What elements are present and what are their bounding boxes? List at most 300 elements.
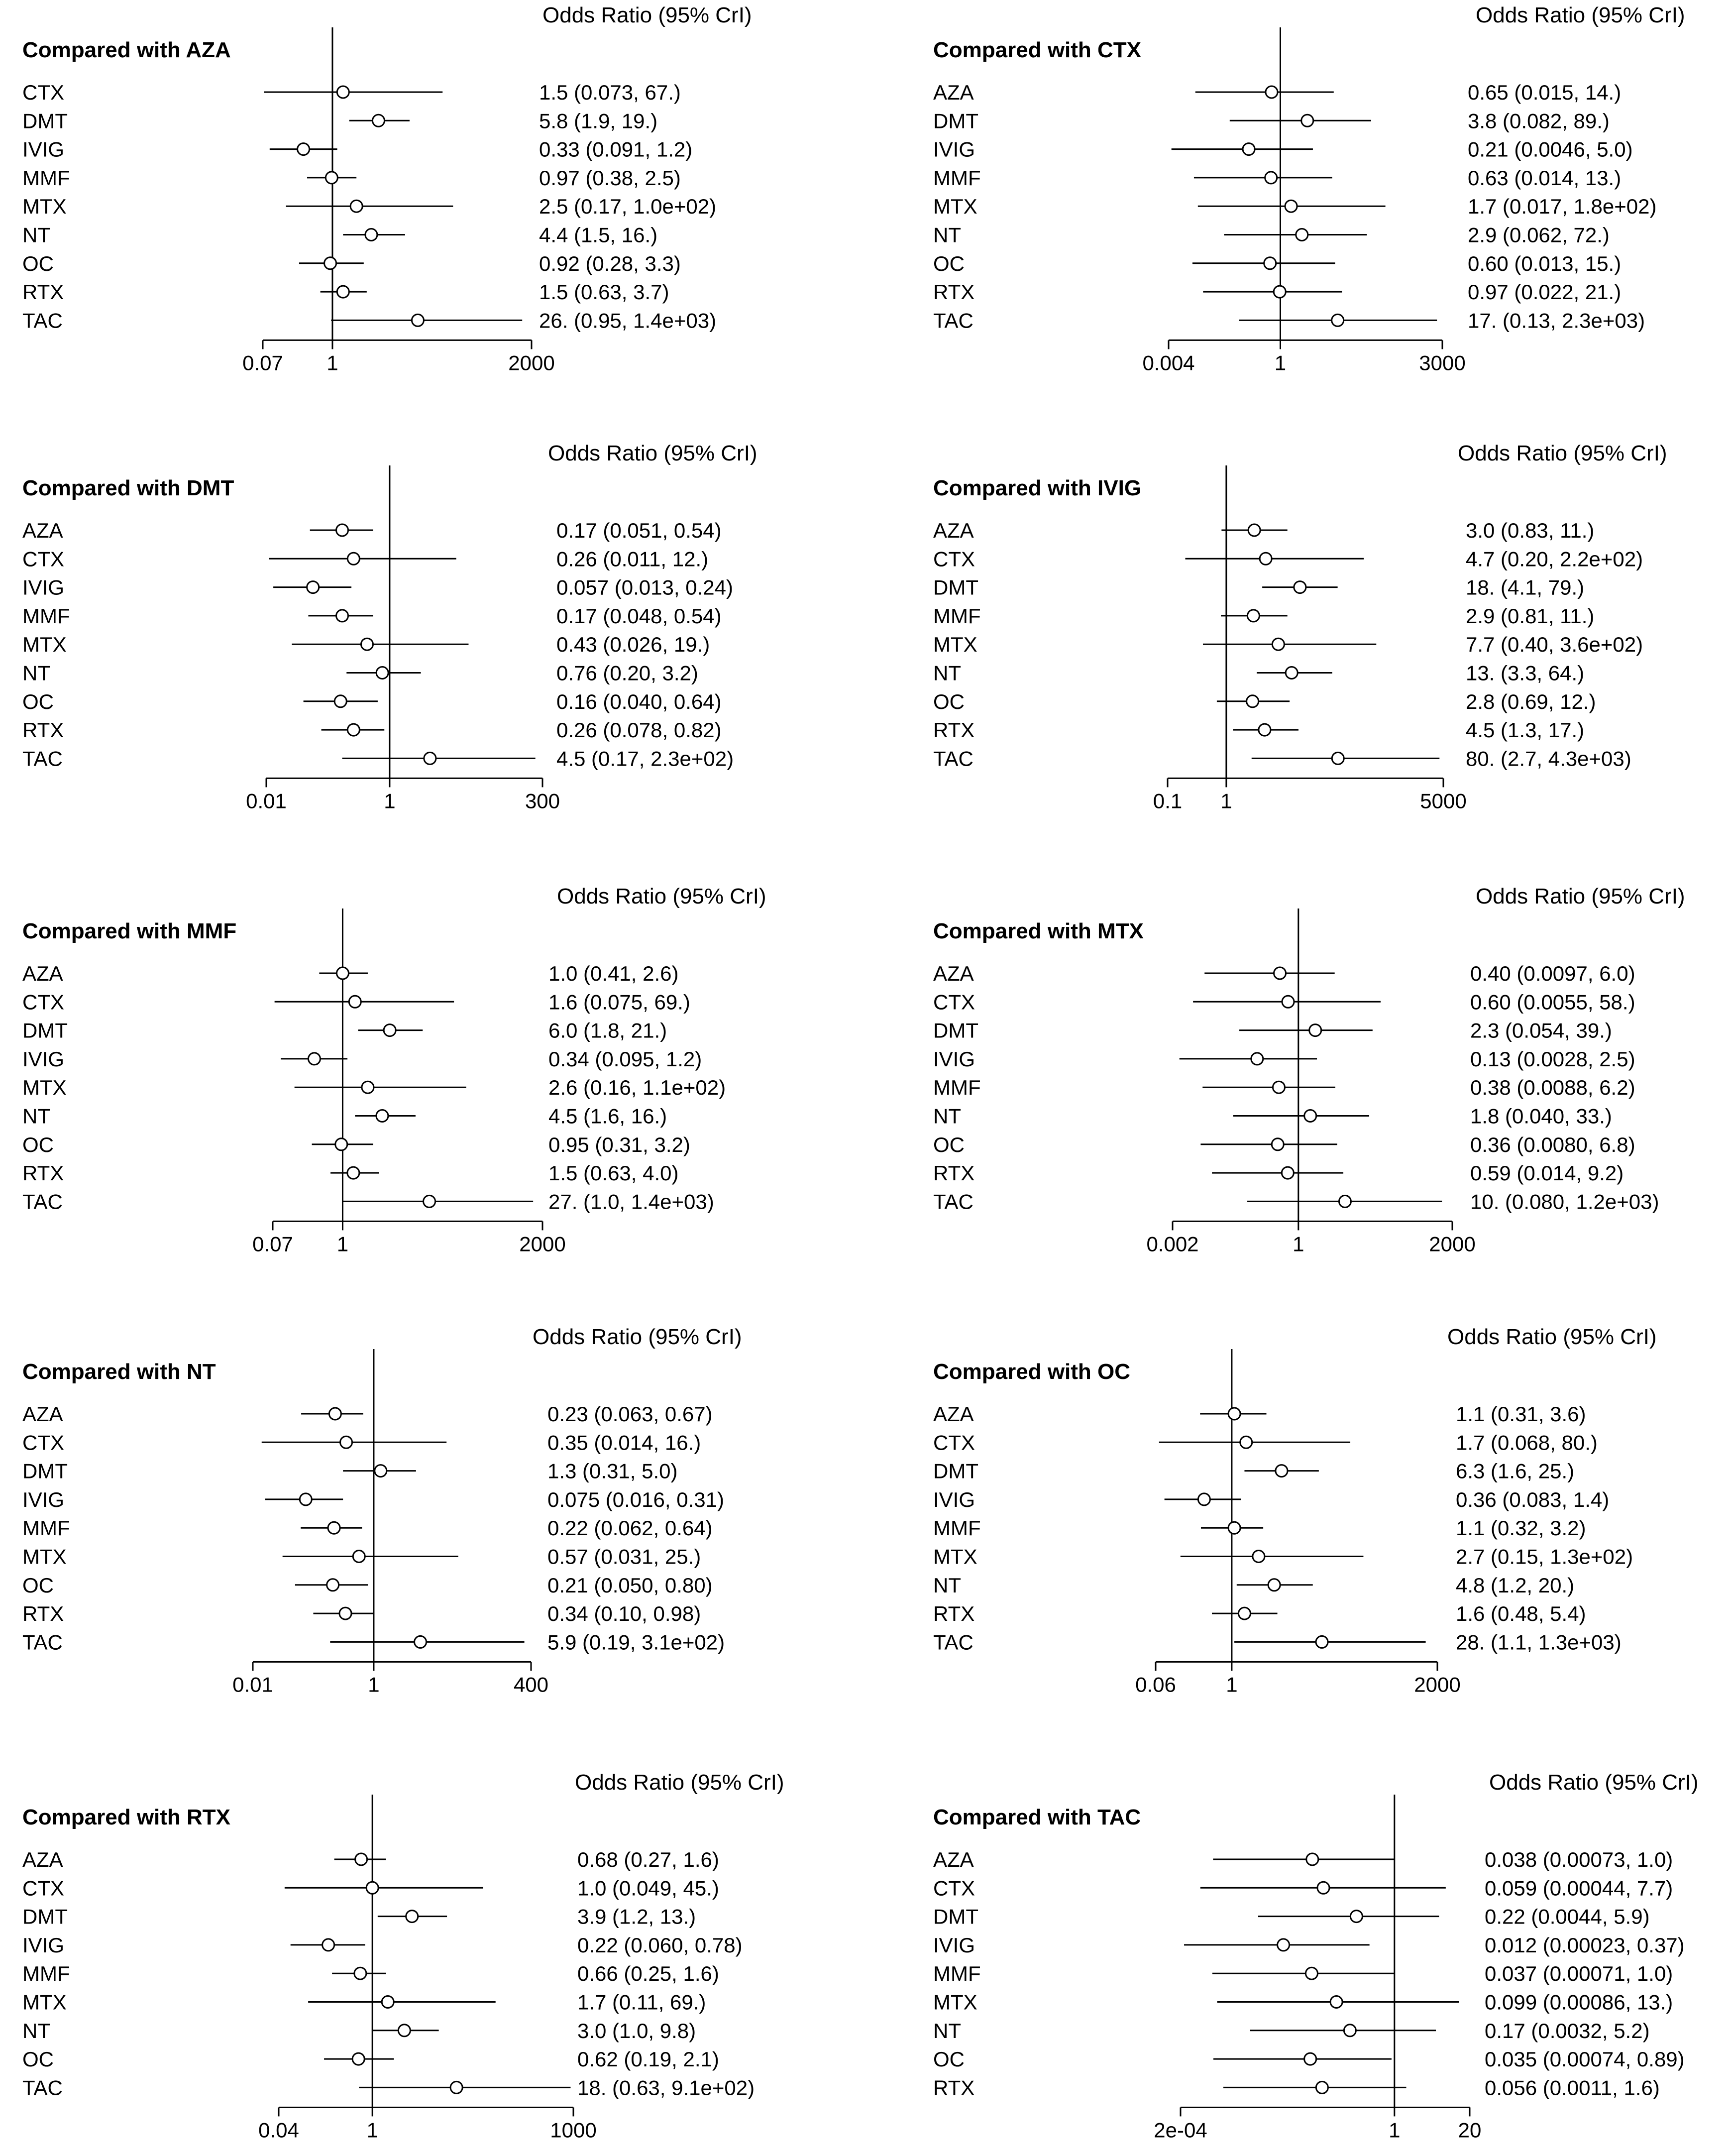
row-label: MTX: [933, 633, 977, 657]
odds-ratio-point: [1304, 2053, 1316, 2065]
panel-title: Compared with MMF: [22, 919, 237, 943]
odds-ratio-value: 0.038 (0.00073, 1.0): [1485, 1848, 1673, 1871]
odds-ratio-point: [1278, 1939, 1290, 1951]
x-tick-label: 400: [513, 1673, 549, 1697]
row-label: MMF: [933, 1516, 981, 1540]
panel-title: Compared with CTX: [933, 38, 1142, 62]
odds-ratio-value: 0.57 (0.031, 25.): [547, 1545, 701, 1569]
row-label: TAC: [933, 1630, 973, 1654]
odds-ratio-value: 1.0 (0.41, 2.6): [548, 962, 679, 985]
panel-title: Compared with DMT: [22, 476, 234, 500]
odds-ratio-point: [1265, 172, 1277, 184]
odds-ratio-value: 2.9 (0.81, 11.): [1466, 604, 1595, 628]
odds-ratio-point: [1285, 200, 1297, 212]
row-label: MTX: [22, 1990, 67, 2014]
row-label: DMT: [933, 1019, 978, 1042]
odds-ratio-value: 5.8 (1.9, 19.): [539, 109, 658, 133]
odds-ratio-value: 0.16 (0.040, 0.64): [556, 689, 722, 713]
odds-ratio-value: 18. (4.1, 79.): [1466, 575, 1585, 599]
row-label: IVIG: [933, 137, 975, 161]
x-tick-label: 0.1: [1153, 789, 1183, 813]
row-label: RTX: [933, 718, 975, 742]
row-label: AZA: [933, 1848, 974, 1871]
panel-title: Compared with IVIG: [933, 476, 1142, 500]
odds-ratio-point: [361, 638, 373, 650]
odds-ratio-point: [1240, 1436, 1252, 1448]
row-label: IVIG: [22, 1487, 65, 1511]
row-label: RTX: [933, 2076, 975, 2100]
odds-ratio-point: [1228, 1522, 1240, 1534]
odds-ratio-value: 2.8 (0.69, 12.): [1466, 689, 1596, 713]
odds-ratio-value: 3.0 (0.83, 11.): [1466, 519, 1595, 542]
odds-ratio-point: [1264, 257, 1276, 269]
row-label: CTX: [933, 1431, 975, 1455]
row-label: DMT: [22, 109, 68, 133]
x-tick-label: 2000: [1429, 1232, 1476, 1256]
row-label: IVIG: [933, 1933, 975, 1957]
x-tick-label: 2000: [519, 1232, 566, 1256]
x-tick-label: 1: [1389, 2118, 1401, 2142]
x-tick-label: 1000: [550, 2118, 597, 2142]
odds-ratio-value: 0.17 (0.048, 0.54): [556, 604, 722, 628]
x-tick-label: 3000: [1419, 351, 1466, 375]
odds-ratio-value: 0.22 (0.062, 0.64): [547, 1516, 713, 1540]
odds-ratio-point: [354, 1967, 366, 1979]
odds-ratio-value: 0.22 (0.0044, 5.9): [1485, 1905, 1650, 1929]
odds-ratio-point: [1339, 1195, 1351, 1207]
x-tick-label: 5000: [1420, 789, 1467, 813]
odds-ratio-point: [1274, 286, 1286, 298]
odds-ratio-point: [328, 1522, 340, 1534]
odds-ratio-value: 0.60 (0.013, 15.): [1468, 251, 1622, 275]
odds-ratio-value: 0.59 (0.014, 9.2): [1470, 1161, 1624, 1185]
odds-ratio-value: 1.5 (0.073, 67.): [539, 81, 681, 104]
odds-ratio-point: [347, 553, 359, 565]
odds-ratio-value: 4.4 (1.5, 16.): [539, 223, 658, 247]
x-tick-label: 2000: [1414, 1673, 1461, 1697]
row-label: MTX: [933, 195, 977, 219]
row-label: IVIG: [22, 1047, 65, 1071]
odds-ratio-value: 0.26 (0.011, 12.): [556, 547, 709, 571]
odds-ratio-point: [339, 1607, 351, 1619]
odds-ratio-point: [1272, 1138, 1284, 1150]
odds-ratio-value: 5.9 (0.19, 3.1e+02): [547, 1630, 725, 1654]
row-label: CTX: [22, 990, 64, 1014]
row-label: DMT: [933, 575, 978, 599]
odds-ratio-value: 1.6 (0.075, 69.): [548, 990, 690, 1014]
x-tick-label: 0.01: [246, 789, 287, 813]
odds-ratio-value: 0.26 (0.078, 0.82): [556, 718, 722, 742]
row-label: NT: [933, 661, 961, 685]
row-label: AZA: [22, 519, 63, 542]
odds-ratio-point: [1260, 553, 1272, 565]
odds-ratio-point: [298, 143, 310, 155]
odds-ratio-point: [349, 996, 361, 1008]
odds-ratio-value: 4.7 (0.20, 2.2e+02): [1466, 547, 1643, 571]
odds-ratio-point: [353, 1551, 365, 1563]
odds-ratio-value: 0.22 (0.060, 0.78): [577, 1933, 743, 1957]
row-label: RTX: [22, 718, 64, 742]
row-label: MMF: [933, 1962, 981, 1986]
odds-ratio-value: 0.059 (0.00044, 7.7): [1485, 1876, 1673, 1900]
row-label: TAC: [22, 1630, 63, 1654]
row-label: NT: [933, 1573, 961, 1597]
odds-ratio-point: [1253, 1551, 1265, 1563]
panel-title: Compared with TAC: [933, 1805, 1141, 1829]
x-tick-label: 1: [1293, 1232, 1304, 1256]
odds-ratio-point: [362, 1081, 374, 1093]
row-label: DMT: [22, 1459, 68, 1483]
row-label: AZA: [933, 81, 974, 104]
odds-ratio-point: [1247, 695, 1259, 707]
row-label: TAC: [933, 747, 973, 771]
odds-ratio-value: 26. (0.95, 1.4e+03): [539, 309, 717, 333]
odds-ratio-value: 0.66 (0.25, 1.6): [577, 1962, 719, 1986]
odds-ratio-header: Odds Ratio (95% CrI): [1476, 3, 1685, 27]
odds-ratio-value: 4.5 (1.6, 16.): [548, 1104, 667, 1128]
row-label: CTX: [933, 547, 975, 571]
odds-ratio-value: 10. (0.080, 1.2e+03): [1470, 1190, 1659, 1214]
odds-ratio-value: 0.68 (0.27, 1.6): [577, 1848, 719, 1871]
odds-ratio-value: 0.057 (0.013, 0.24): [556, 575, 733, 599]
row-label: RTX: [22, 1602, 64, 1626]
odds-ratio-point: [337, 286, 349, 298]
odds-ratio-point: [347, 1167, 359, 1179]
odds-ratio-value: 0.76 (0.20, 3.2): [556, 661, 698, 685]
odds-ratio-value: 0.65 (0.015, 14.): [1468, 81, 1622, 104]
odds-ratio-point: [1273, 1081, 1285, 1093]
odds-ratio-point: [375, 1465, 387, 1477]
panel-title: Compared with RTX: [22, 1805, 231, 1829]
x-tick-label: 0.07: [252, 1232, 293, 1256]
odds-ratio-value: 0.035 (0.00074, 0.89): [1485, 2047, 1685, 2071]
odds-ratio-point: [1317, 1882, 1329, 1894]
row-label: RTX: [933, 280, 975, 304]
row-label: MMF: [22, 1962, 70, 1986]
odds-ratio-point: [1259, 724, 1271, 736]
row-label: CTX: [22, 81, 64, 104]
odds-ratio-value: 3.8 (0.082, 89.): [1468, 109, 1610, 133]
row-label: IVIG: [22, 1933, 65, 1957]
odds-ratio-point: [366, 1882, 378, 1894]
odds-ratio-point: [415, 1636, 427, 1648]
odds-ratio-header: Odds Ratio (95% CrI): [575, 1770, 784, 1795]
row-label: MMF: [933, 604, 981, 628]
x-tick-label: 2e-04: [1154, 2118, 1207, 2142]
panel-title: Compared with AZA: [22, 38, 231, 62]
row-label: OC: [933, 689, 965, 713]
x-tick-label: 300: [525, 789, 560, 813]
odds-ratio-point: [300, 1493, 312, 1505]
odds-ratio-value: 0.38 (0.0088, 6.2): [1470, 1076, 1635, 1100]
odds-ratio-value: 0.34 (0.095, 1.2): [548, 1047, 702, 1071]
row-label: DMT: [22, 1905, 68, 1929]
odds-ratio-value: 13. (3.3, 64.): [1466, 661, 1585, 685]
odds-ratio-value: 0.17 (0.0032, 5.2): [1485, 2019, 1650, 2043]
odds-ratio-point: [327, 1579, 339, 1591]
row-label: NT: [22, 2019, 50, 2043]
row-label: MTX: [22, 1076, 67, 1100]
row-label: MMF: [933, 1076, 981, 1100]
row-label: DMT: [933, 109, 978, 133]
row-label: OC: [22, 1133, 54, 1156]
row-label: CTX: [22, 547, 64, 571]
odds-ratio-value: 1.0 (0.049, 45.): [577, 1876, 719, 1900]
row-label: MTX: [22, 195, 67, 219]
odds-ratio-value: 1.3 (0.31, 5.0): [547, 1459, 678, 1483]
odds-ratio-point: [308, 1053, 320, 1065]
odds-ratio-value: 1.5 (0.63, 3.7): [539, 280, 669, 304]
odds-ratio-value: 0.23 (0.063, 0.67): [547, 1402, 713, 1426]
row-label: DMT: [22, 1019, 68, 1042]
odds-ratio-point: [1344, 2025, 1356, 2037]
odds-ratio-header: Odds Ratio (95% CrI): [557, 884, 766, 908]
row-label: DMT: [933, 1459, 978, 1483]
row-label: NT: [22, 223, 50, 247]
row-label: NT: [22, 1104, 50, 1128]
row-label: NT: [933, 1104, 961, 1128]
panel-title: Compared with NT: [22, 1360, 216, 1384]
panel-title: Compared with MTX: [933, 919, 1144, 943]
row-label: NT: [933, 223, 961, 247]
row-label: AZA: [22, 962, 63, 985]
row-label: CTX: [933, 990, 975, 1014]
odds-ratio-value: 0.95 (0.31, 3.2): [548, 1133, 690, 1156]
row-label: OC: [933, 2047, 965, 2071]
odds-ratio-value: 0.36 (0.0080, 6.8): [1470, 1133, 1635, 1156]
odds-ratio-value: 0.099 (0.00086, 13.): [1485, 1990, 1673, 2014]
odds-ratio-value: 4.8 (1.2, 20.): [1456, 1573, 1575, 1597]
x-tick-label: 0.04: [258, 2118, 299, 2142]
x-tick-label: 1: [1226, 1673, 1238, 1697]
odds-ratio-value: 0.36 (0.083, 1.4): [1456, 1487, 1610, 1511]
odds-ratio-point: [382, 1996, 394, 2008]
odds-ratio-point: [1282, 996, 1294, 1008]
x-tick-label: 20: [1458, 2118, 1482, 2142]
row-label: OC: [22, 2047, 54, 2071]
odds-ratio-value: 28. (1.1, 1.3e+03): [1456, 1630, 1622, 1654]
odds-ratio-point: [1276, 1465, 1288, 1477]
x-tick-label: 0.002: [1146, 1232, 1199, 1256]
odds-ratio-point: [398, 2025, 410, 2037]
odds-ratio-value: 1.7 (0.017, 1.8e+02): [1468, 195, 1657, 219]
odds-ratio-point: [1305, 1967, 1317, 1979]
odds-ratio-value: 2.3 (0.054, 39.): [1470, 1019, 1612, 1042]
row-label: AZA: [933, 1402, 974, 1426]
odds-ratio-point: [1332, 752, 1344, 764]
row-label: MTX: [933, 1545, 977, 1569]
odds-ratio-header: Odds Ratio (95% CrI): [1458, 441, 1667, 465]
row-label: RTX: [933, 1602, 975, 1626]
odds-ratio-value: 0.97 (0.38, 2.5): [539, 166, 681, 190]
row-label: AZA: [22, 1848, 63, 1871]
odds-ratio-point: [424, 1195, 435, 1207]
row-label: RTX: [933, 1161, 975, 1185]
row-label: IVIG: [22, 575, 65, 599]
row-label: MTX: [22, 1545, 67, 1569]
row-label: AZA: [933, 519, 974, 542]
odds-ratio-point: [372, 114, 384, 126]
odds-ratio-point: [1332, 314, 1344, 326]
odds-ratio-point: [450, 2081, 462, 2093]
odds-ratio-point: [384, 1024, 396, 1036]
odds-ratio-point: [1238, 1607, 1250, 1619]
odds-ratio-value: 0.13 (0.0028, 2.5): [1470, 1047, 1635, 1071]
odds-ratio-point: [324, 257, 336, 269]
odds-ratio-point: [1272, 638, 1284, 650]
odds-ratio-value: 0.40 (0.0097, 6.0): [1470, 962, 1635, 985]
row-label: NT: [22, 661, 50, 685]
odds-ratio-value: 0.35 (0.014, 16.): [547, 1431, 701, 1455]
x-tick-label: 1: [1274, 351, 1287, 375]
odds-ratio-header: Odds Ratio (95% CrI): [1476, 884, 1685, 908]
odds-ratio-point: [1301, 114, 1313, 126]
row-label: IVIG: [933, 1047, 975, 1071]
row-label: OC: [22, 1573, 54, 1597]
odds-ratio-value: 0.43 (0.026, 19.): [556, 633, 710, 657]
odds-ratio-header: Odds Ratio (95% CrI): [548, 441, 757, 465]
x-tick-label: 0.01: [232, 1673, 273, 1697]
odds-ratio-value: 17. (0.13, 2.3e+03): [1468, 309, 1645, 333]
odds-ratio-value: 0.21 (0.0046, 5.0): [1468, 137, 1633, 161]
row-label: CTX: [22, 1876, 64, 1900]
odds-ratio-point: [307, 581, 319, 593]
odds-ratio-value: 6.0 (1.8, 21.): [548, 1019, 667, 1042]
odds-ratio-value: 0.21 (0.050, 0.80): [547, 1573, 713, 1597]
odds-ratio-point: [1306, 1853, 1318, 1865]
row-label: TAC: [933, 309, 973, 333]
odds-ratio-point: [1286, 667, 1298, 679]
odds-ratio-point: [336, 610, 348, 622]
row-label: MMF: [22, 604, 70, 628]
odds-ratio-value: 4.5 (1.3, 17.): [1466, 718, 1585, 742]
odds-ratio-point: [323, 1939, 334, 1951]
odds-ratio-value: 6.3 (1.6, 25.): [1456, 1459, 1575, 1483]
odds-ratio-value: 0.34 (0.10, 0.98): [547, 1602, 701, 1626]
odds-ratio-header: Odds Ratio (95% CrI): [1489, 1770, 1699, 1795]
row-label: MMF: [22, 166, 70, 190]
odds-ratio-point: [365, 229, 377, 241]
odds-ratio-point: [334, 695, 346, 707]
odds-ratio-point: [355, 1853, 367, 1865]
row-label: TAC: [22, 309, 63, 333]
x-tick-label: 0.06: [1135, 1673, 1176, 1697]
odds-ratio-point: [1274, 967, 1286, 979]
odds-ratio-point: [1316, 2081, 1328, 2093]
odds-ratio-point: [1228, 1408, 1240, 1420]
x-tick-label: 1: [1220, 789, 1232, 813]
odds-ratio-value: 0.056 (0.0011, 1.6): [1485, 2076, 1660, 2100]
odds-ratio-value: 1.1 (0.31, 3.6): [1456, 1402, 1586, 1426]
x-tick-label: 1: [368, 1673, 380, 1697]
row-label: AZA: [22, 1402, 63, 1426]
row-label: DMT: [933, 1905, 978, 1929]
row-label: OC: [22, 251, 54, 275]
x-tick-label: 1: [384, 789, 396, 813]
odds-ratio-value: 0.17 (0.051, 0.54): [556, 519, 722, 542]
row-label: MMF: [933, 166, 981, 190]
odds-ratio-value: 1.5 (0.63, 4.0): [548, 1161, 679, 1185]
row-label: MTX: [933, 1990, 977, 2014]
odds-ratio-value: 4.5 (0.17, 2.3e+02): [556, 747, 734, 771]
odds-ratio-point: [1198, 1493, 1210, 1505]
odds-ratio-point: [336, 524, 348, 536]
odds-ratio-value: 0.62 (0.19, 2.1): [577, 2047, 719, 2071]
odds-ratio-point: [424, 752, 436, 764]
odds-ratio-value: 80. (2.7, 4.3e+03): [1466, 747, 1631, 771]
row-label: RTX: [22, 1161, 64, 1185]
odds-ratio-value: 1.1 (0.32, 3.2): [1456, 1516, 1586, 1540]
odds-ratio-point: [340, 1436, 352, 1448]
x-tick-label: 0.07: [242, 351, 283, 375]
odds-ratio-value: 0.33 (0.091, 1.2): [539, 137, 693, 161]
odds-ratio-value: 1.6 (0.48, 5.4): [1456, 1602, 1586, 1626]
odds-ratio-header: Odds Ratio (95% CrI): [533, 1325, 742, 1349]
odds-ratio-value: 7.7 (0.40, 3.6e+02): [1466, 633, 1643, 657]
odds-ratio-point: [335, 1138, 347, 1150]
odds-ratio-point: [376, 1110, 388, 1122]
x-tick-label: 1: [366, 2118, 378, 2142]
odds-ratio-value: 2.5 (0.17, 1.0e+02): [539, 195, 717, 219]
odds-ratio-value: 2.6 (0.16, 1.1e+02): [548, 1076, 726, 1100]
odds-ratio-point: [1251, 1053, 1263, 1065]
odds-ratio-point: [376, 667, 388, 679]
odds-ratio-value: 27. (1.0, 1.4e+03): [548, 1190, 714, 1214]
odds-ratio-header: Odds Ratio (95% CrI): [542, 3, 752, 27]
odds-ratio-point: [1282, 1167, 1294, 1179]
odds-ratio-value: 3.9 (1.2, 13.): [577, 1905, 696, 1929]
odds-ratio-point: [1309, 1024, 1321, 1036]
odds-ratio-value: 0.60 (0.0055, 58.): [1470, 990, 1635, 1014]
row-label: RTX: [22, 280, 64, 304]
odds-ratio-value: 1.8 (0.040, 33.): [1470, 1104, 1612, 1128]
odds-ratio-point: [337, 86, 349, 98]
odds-ratio-point: [347, 724, 359, 736]
row-label: TAC: [22, 1190, 63, 1214]
odds-ratio-value: 1.7 (0.11, 69.): [577, 1990, 706, 2014]
x-tick-label: 1: [336, 1232, 349, 1256]
odds-ratio-point: [1330, 1996, 1342, 2008]
x-tick-label: 1: [326, 351, 338, 375]
row-label: MTX: [22, 633, 67, 657]
panel-title: Compared with OC: [933, 1360, 1131, 1384]
odds-ratio-point: [336, 967, 348, 979]
odds-ratio-point: [412, 314, 424, 326]
odds-ratio-point: [1304, 1110, 1316, 1122]
row-label: TAC: [22, 747, 63, 771]
x-tick-label: 0.004: [1142, 351, 1195, 375]
odds-ratio-point: [325, 172, 337, 184]
odds-ratio-value: 0.012 (0.00023, 0.37): [1485, 1933, 1685, 1957]
row-label: NT: [933, 2019, 961, 2043]
odds-ratio-value: 3.0 (1.0, 9.8): [577, 2019, 696, 2043]
odds-ratio-value: 0.63 (0.014, 13.): [1468, 166, 1622, 190]
row-label: OC: [933, 251, 965, 275]
odds-ratio-point: [329, 1408, 341, 1420]
row-label: AZA: [933, 962, 974, 985]
odds-ratio-point: [1296, 229, 1308, 241]
odds-ratio-value: 0.92 (0.28, 3.3): [539, 251, 681, 275]
odds-ratio-point: [1268, 1579, 1280, 1591]
odds-ratio-value: 0.075 (0.016, 0.31): [547, 1487, 724, 1511]
odds-ratio-header: Odds Ratio (95% CrI): [1447, 1325, 1657, 1349]
odds-ratio-point: [352, 2053, 364, 2065]
odds-ratio-point: [1316, 1636, 1328, 1648]
odds-ratio-value: 0.037 (0.00071, 1.0): [1485, 1962, 1673, 1986]
x-tick-label: 2000: [508, 351, 555, 375]
odds-ratio-point: [1294, 581, 1306, 593]
odds-ratio-point: [1248, 524, 1260, 536]
